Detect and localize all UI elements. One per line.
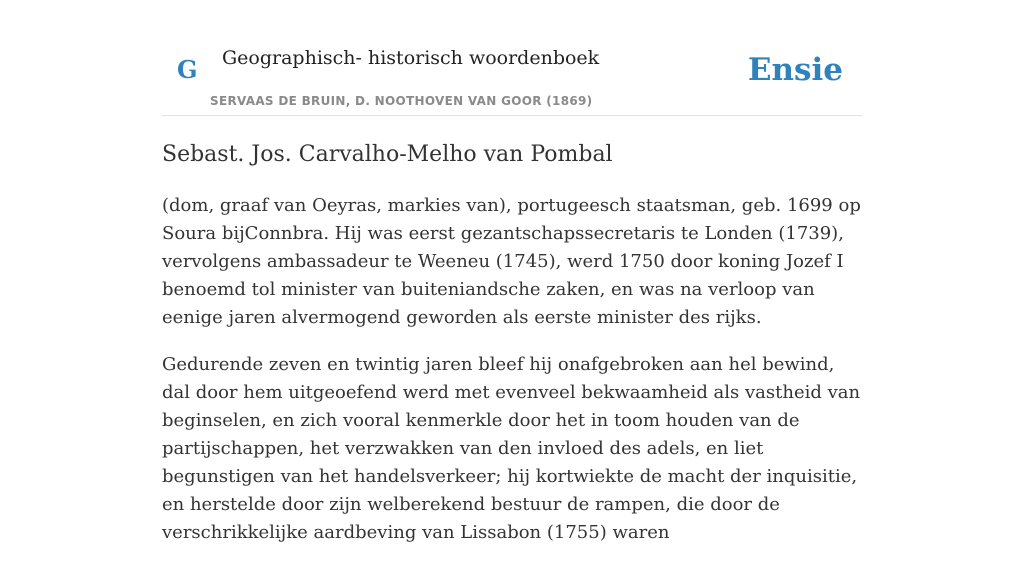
page-container xyxy=(162,0,862,543)
entry-body xyxy=(162,192,862,566)
entry-paragraph: Gedurende zeven en twintig jaren bleef hij onafgebroken aan hel bewind, dal door hem uitgeoefend werd met evenveel bekwaamheid als vastheid van beginselen, en zich vooral kenmerkle door het in toom houden van de partijschappen, het verzwakken van den invloed des adels, en liet begunstigen van het handelsverkeer; hij kortwiekte de macht der inquisitie, en herstelde door zijn welberekend bestuur de rampen, die door de verschrikkelijke aardbeving van Lissabon (1755) waren xyxy=(162,354,861,543)
entry-paragraph: (dom, graaf van Oeyras, markies van), portugeesch staatsman, geb. 1699 op Soura bijConnbra. Hij was eerst gezantschapssecretaris te Londen (1739), vervolgens ambassadeur te Weeneu (1745), werd 1750 door koning Jozef I benoemd tol minister van buiteniandsche zaken, en was na verloop van eenige jaren alvermogend geworden als eerste minister des rijks. xyxy=(162,195,861,328)
book-authors: SERVAAS DE BRUIN, D. NOOTHOVEN VAN GOOR (1869) xyxy=(210,94,593,108)
page-header xyxy=(162,0,862,116)
book-title-link[interactable]: Geographisch- historisch woordenboek xyxy=(222,47,600,69)
brand-logo[interactable]: Ensie xyxy=(747,52,843,88)
book-logo-icon[interactable]: G xyxy=(177,55,198,84)
entry-title: Sebast. Jos. Carvalho-Melho van Pombal xyxy=(162,142,613,167)
